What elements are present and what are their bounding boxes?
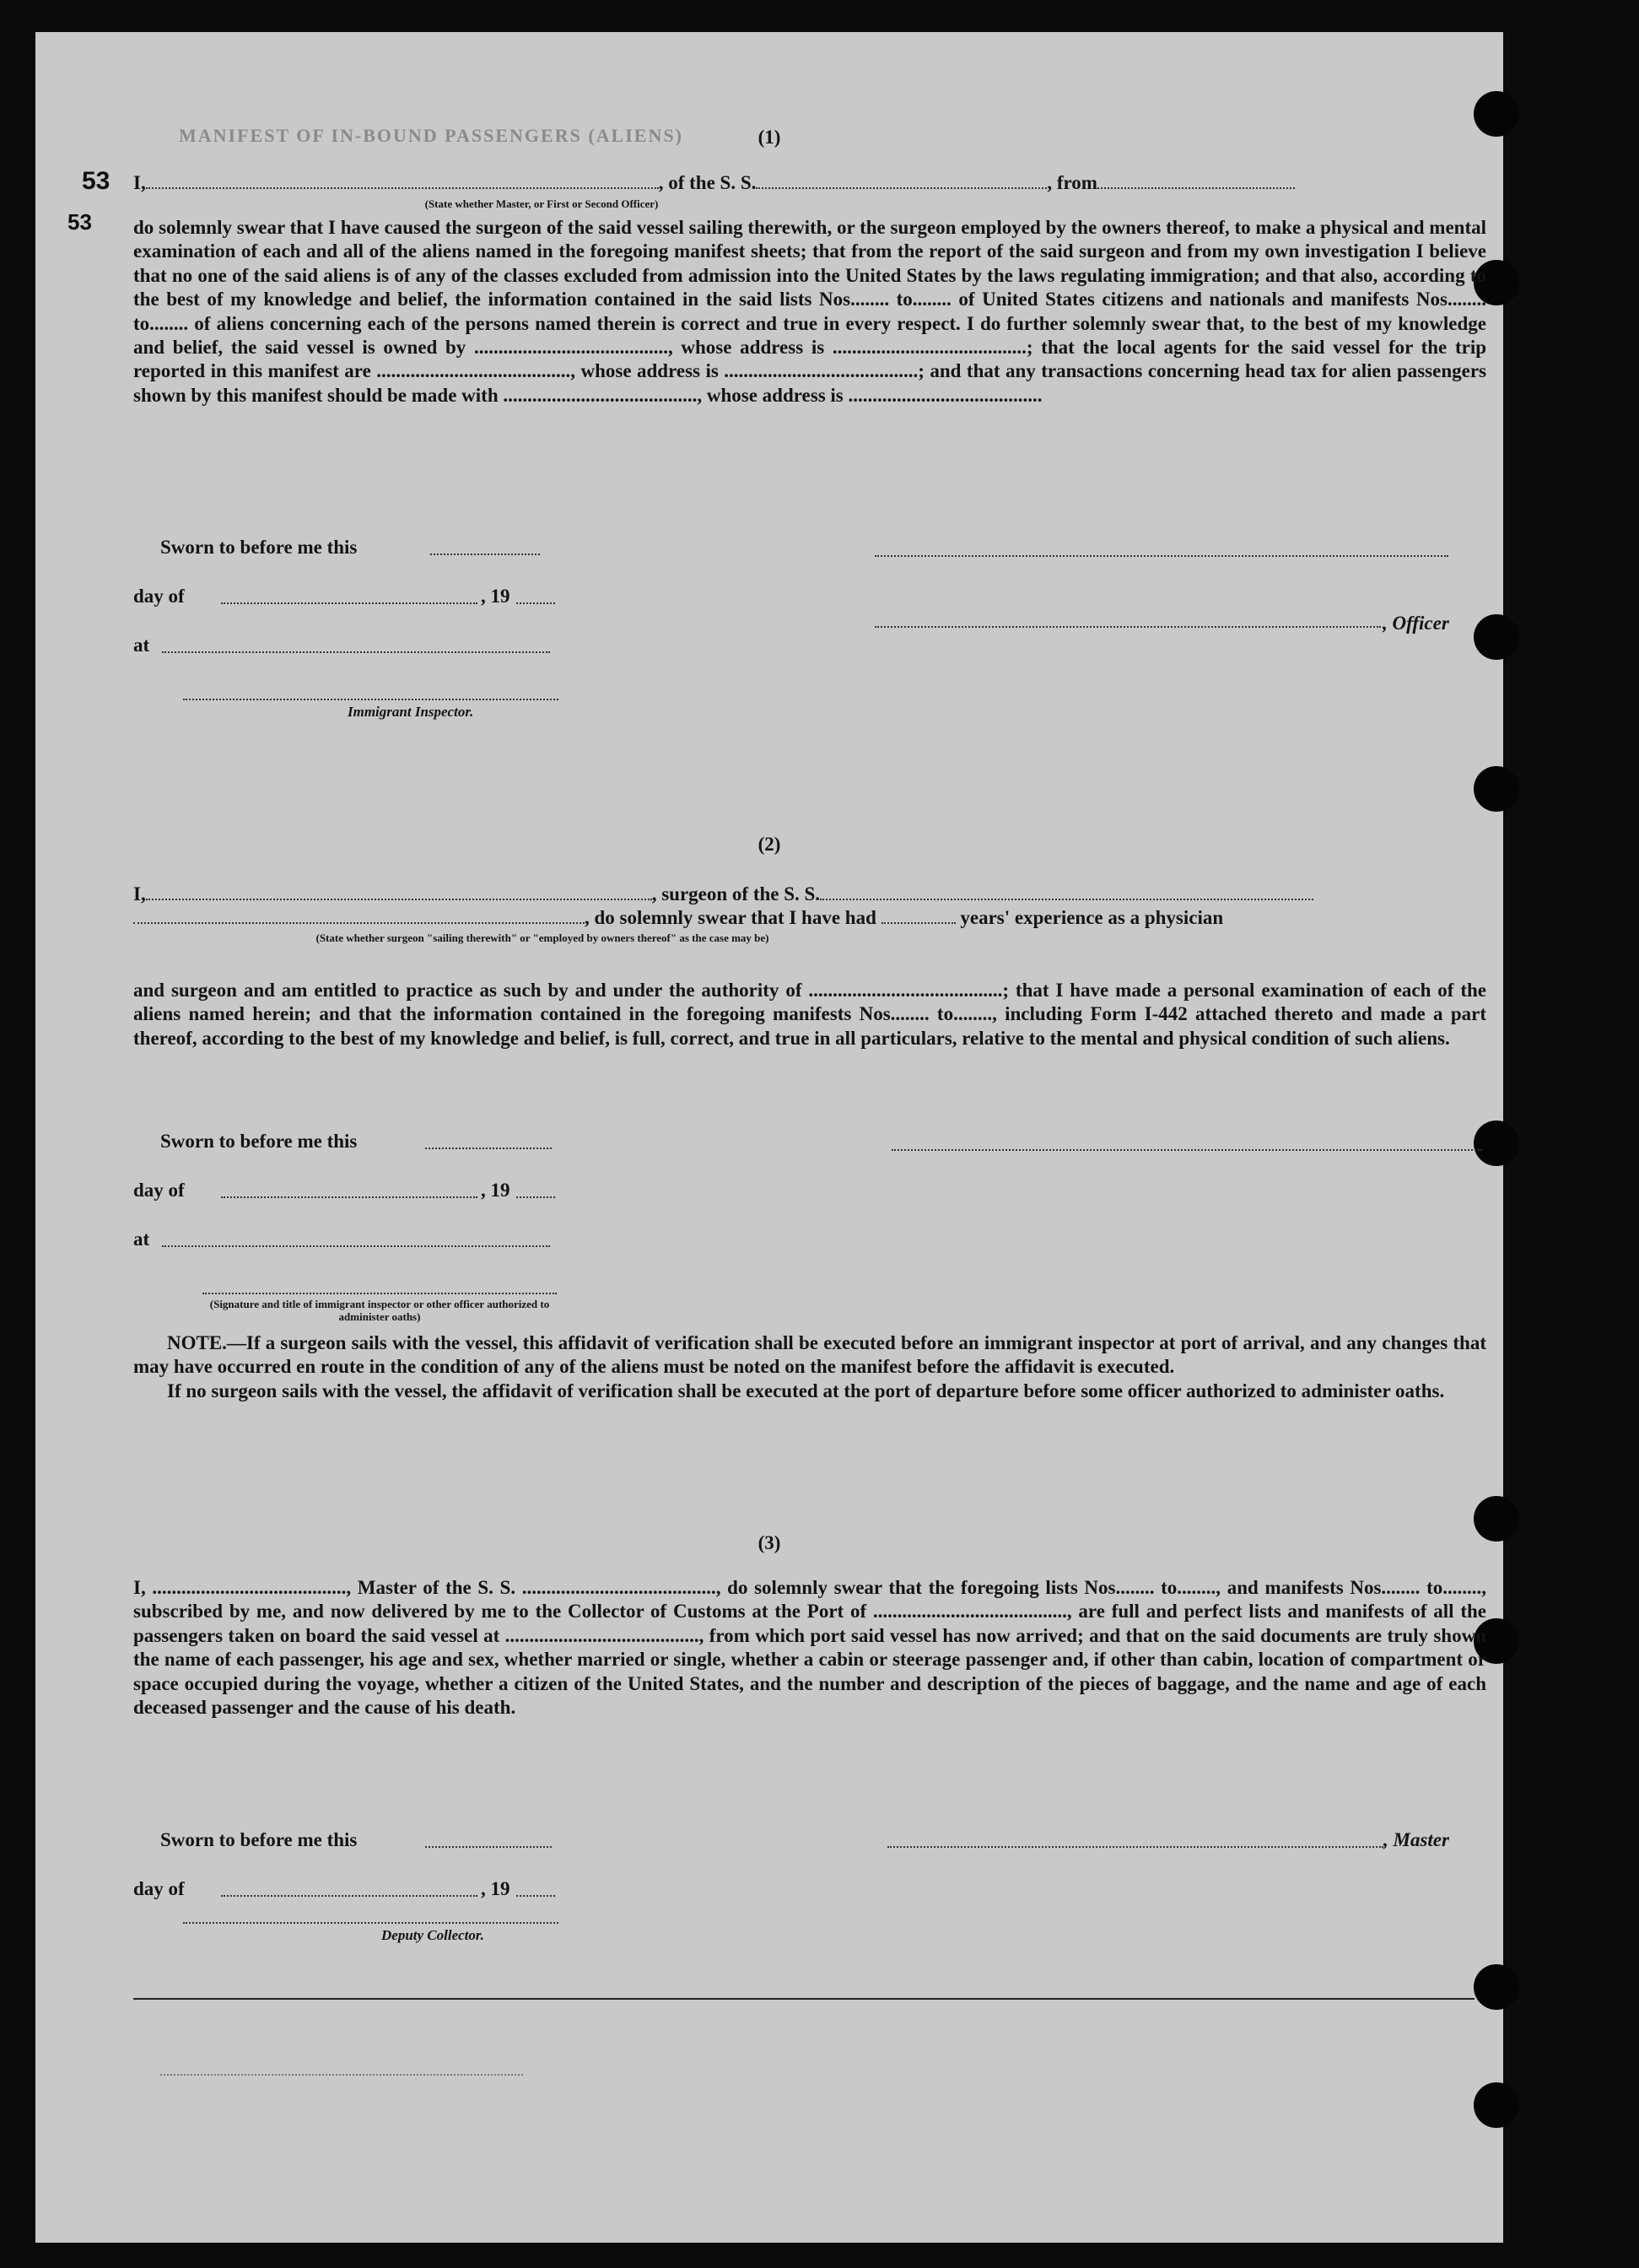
margin-number: 53 xyxy=(67,209,92,235)
inspector-signature-line xyxy=(183,699,558,700)
section1-line1 xyxy=(133,171,1486,195)
ship-name-line xyxy=(820,899,1313,900)
day-of-label: day of xyxy=(133,586,185,607)
from-label: , from xyxy=(1047,172,1097,193)
day-of-label: day of xyxy=(133,1878,185,1899)
surgeon-caption: (State whether surgeon "sailing therewith" or "employed by owners thereof" as the case may be) xyxy=(315,932,769,944)
section-number: (2) xyxy=(757,834,781,855)
master-label: , Master xyxy=(1383,1829,1449,1850)
at-line xyxy=(162,651,550,653)
bottom-rule xyxy=(133,1998,1475,2000)
master-signature-line xyxy=(887,1846,1383,1848)
surgeon-type-line xyxy=(133,922,585,924)
punch-hole xyxy=(1474,614,1519,660)
surgeon-label: , surgeon of the S. S. xyxy=(651,883,821,904)
sworn-line xyxy=(425,1846,552,1848)
year-line xyxy=(516,602,555,604)
year-line xyxy=(516,1196,555,1198)
section2-paragraph xyxy=(133,979,1486,1050)
from-port-line xyxy=(1097,187,1295,189)
section2-line1 xyxy=(133,883,1486,906)
faint-heading: MANIFEST OF IN-BOUND PASSENGERS (ALIENS) xyxy=(179,125,683,146)
year-line xyxy=(516,1895,555,1897)
sworn-label: Sworn to before me this xyxy=(160,537,358,558)
year-label: , 19 xyxy=(481,1878,510,1899)
day-line xyxy=(221,1196,477,1198)
at-label: at xyxy=(133,1228,150,1250)
years-label: years' experience as a physician xyxy=(960,907,1224,928)
section-number: (1) xyxy=(757,127,781,148)
day-line xyxy=(221,1895,477,1897)
signature-caption: (Signature and title of immigrant inspector or other officer authorized to administer oaths) xyxy=(209,1298,550,1323)
years-line xyxy=(882,922,956,924)
section1-paragraph xyxy=(133,216,1486,408)
surgeon-signature-line xyxy=(892,1149,1482,1151)
year-label: , 19 xyxy=(481,586,510,607)
signature-line xyxy=(202,1293,557,1294)
manifest-page xyxy=(35,32,1503,2243)
collector-label: Deputy Collector. xyxy=(381,1927,484,1943)
i-label: I, xyxy=(133,883,146,904)
inspector-label: Immigrant Inspector. xyxy=(348,704,474,720)
sworn-line xyxy=(425,1148,552,1149)
note-paragraph-1: NOTE.—If a surgeon sails with the vessel, this affidavit of verification shall be executed before an immigrant inspector at port of arrival, and any changes that may have occurred en route in the condition of any of the aliens must be noted on the manifest before the affidavit is executed. xyxy=(133,1332,1486,1378)
officer-line-top xyxy=(875,555,1448,557)
collector-signature-line xyxy=(183,1922,558,1924)
year-label: , 19 xyxy=(481,1180,510,1201)
punch-hole xyxy=(1474,1120,1519,1166)
margin-number: 53 xyxy=(82,167,111,195)
at-label: at xyxy=(133,634,150,656)
section-number: (3) xyxy=(757,1532,781,1553)
section3-paragraph xyxy=(133,1576,1486,1720)
section2-paragraph-text: and surgeon and am entitled to practice as such by and under the authority of ........................................; that I have made a personal examination of each of the aliens named herein; and that the information contained in the foregoing manifests Nos........ to........, including Form I-442 attached thereto and made a part thereof, according to the best of my knowledge and belief, is full, correct, and true in all particulars, relative to the mental and physical condition of such aliens. xyxy=(133,980,1486,1049)
ship-name-line xyxy=(756,187,1047,189)
i-label: I, xyxy=(133,172,146,193)
note-paragraph-2: If no surgeon sails with the vessel, the affidavit of verification shall be executed at the port of departure before some officer authorized to administer oaths. xyxy=(167,1380,1445,1401)
surgeon-name-line xyxy=(146,899,652,900)
punch-hole xyxy=(1474,766,1519,812)
section2-line2 xyxy=(133,906,1486,930)
section1-paragraph-text: do solemnly swear that I have caused the surgeon of the said vessel sailing therewith, or the surgeon employed by the owners thereof, to make a physical and mental examination of each and all of the aliens named in the foregoing manifest sheets; that from the report of the said surgeon and from my own investigation I believe that no one of the said aliens is of any of the classes excluded from admission into the United States by the laws regulating immigration; and that also, according to the best of my knowledge and belief, the information contained in the said lists Nos........ to........ of United States citizens and nationals and manifests Nos........ to........ of aliens concerning each of the persons named therein is correct and true in every respect. I do further solemnly swear that, to the best of my knowledge and belief, the said vessel is owned by ........................................, whose address is ........................................; that the local agents for the said vessel for the trip reported in this manifest are ........................................, whose address is ........................................; and that any transactions concerning head tax for alien passengers shown by this manifest should be made with ........................................, whose address is ........................................ xyxy=(133,217,1486,406)
sworn-label: Sworn to before me this xyxy=(160,1829,358,1850)
punch-hole xyxy=(1474,2082,1519,2128)
punch-hole xyxy=(1474,1964,1519,2010)
sworn-line xyxy=(430,554,540,555)
master-name-line xyxy=(146,187,659,189)
at-line xyxy=(162,1245,550,1247)
day-of-label: day of xyxy=(133,1180,185,1201)
section3-paragraph-text: I, ........................................, Master of the S. S. ........................................, do solemnly swear that the foregoing lists Nos........ to........, and manifests Nos........ to........, subscribed by me, and now delivered by me to the Collector of Customs at the Port of ........................................, are full and perfect lists and manifests of all the passengers taken on board the said vessel at ........................................, from which port said vessel has now arrived; and that on the said documents are truly shown the name of each passenger, his age and sex, whether married or single, whether a cabin or steerage passenger and, if other than cabin, location of compartment or space occupied during the voyage, whether a citizen of the United States, and the number and description of the pieces of baggage, and the name and age of each deceased passenger and the cause of his death. xyxy=(133,1577,1486,1719)
sworn-label: Sworn to before me this xyxy=(160,1131,358,1152)
day-line xyxy=(221,602,477,604)
faint-dotted-line xyxy=(160,2074,523,2076)
of-ss-label: , of the S. S. xyxy=(658,172,757,193)
officer-signature-line xyxy=(875,626,1381,628)
officer-label: , Officer xyxy=(1383,613,1449,634)
note-block xyxy=(133,1331,1486,1403)
swear-label: , do solemnly swear that I have had xyxy=(585,907,876,928)
master-caption: (State whether Master, or First or Second Officer) xyxy=(424,197,659,210)
